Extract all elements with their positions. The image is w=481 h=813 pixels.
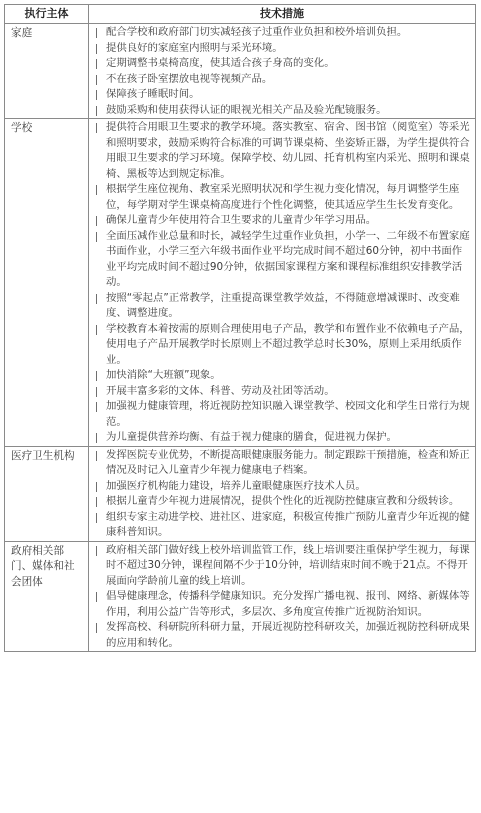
measure-item [92,182,472,213]
measures-cell [89,446,476,541]
measure-text: 根据儿童青少年视力进展情况，提供个性化的近视防控健康宣教和分级转诊。 [106,495,460,507]
table-row [5,119,476,447]
measure-item [92,589,472,620]
bullet-icon [96,451,97,461]
table-row [5,541,476,652]
measure-text: 定期调整书桌椅高度，使其适合孩子身高的变化。 [106,57,335,69]
bullet-icon [96,294,97,304]
bullet-icon [96,482,97,492]
measure-text: 组织专家主动进学校、进社区、进家庭，积极宣传推广预防儿童青少年近视的健康科普知识。 [106,510,470,538]
measure-item [92,322,472,369]
measure-item [92,399,472,430]
measure-text: 配合学校和政府部门切实减轻孩子过重作业负担和校外培训负担。 [106,26,408,38]
subject-cell: 家庭 [5,24,89,119]
measure-item [92,430,472,446]
bullet-icon [96,90,97,100]
measure-text: 加强医疗机构能力建设，培养儿童眼健康医疗技术人员。 [106,479,366,492]
subject-cell: 医疗卫生机构 [5,446,89,541]
bullet-icon [96,185,97,195]
bullet-icon [96,546,97,556]
measure-text: 发挥高校、科研院所科研力量，开展近视防控科研攻关，加强近视防控科研成果的应用和转化。 [106,621,470,649]
table-row [5,446,476,541]
measure-item [92,229,472,291]
bullet-icon [96,497,97,507]
table-header-row [5,5,476,24]
measure-text: 根据学生座位视角、教室采光照明状况和学生视力变化情况，每月调整学生座位，每学期对学生课桌椅高度进行个性化调整，使其适应学生生长发育变化。 [106,183,460,211]
measure-text: 政府相关部门做好线上校外培训监管工作，线上培训要注重保护学生视力，每课时不超过30分钟，课程间隔不少于10分钟，培训结束时间不晚于21点。不得开展面向学龄前儿童的线上培训。 [106,543,470,587]
bullet-icon [96,592,97,602]
bullet-icon [96,371,97,381]
bullet-icon [96,59,97,69]
measure-item [92,479,472,495]
measures-table [4,4,476,652]
header-subject: 执行主体 [5,5,89,24]
measures-cell [89,119,476,447]
measure-text: 加强视力健康管理，将近视防控知识融入课堂教学、校园文化和学生日常行为规范。 [106,400,470,428]
measure-item [92,87,472,103]
bullet-icon [96,216,97,226]
measure-text: 确保儿童青少年使用符合卫生要求的儿童青少年学习用品。 [106,214,377,226]
measure-item [92,494,472,510]
measure-text: 学校教育本着按需的原则合理使用电子产品，教学和布置作业不依赖电子产品，使用电子产品开展教学时长原则上不超过教学总时长30%，原则上采用纸质作业。 [106,322,470,366]
measure-item [92,543,472,590]
measure-item [92,120,472,182]
measure-item [92,510,472,541]
bullet-icon [96,123,97,133]
measure-item [92,72,472,88]
measure-text: 发挥医院专业优势，不断提高眼健康服务能力。制定跟踪干预措施，检查和矫正情况及时记入儿童青少年视力健康电子档案。 [106,448,470,476]
bullet-icon [96,387,97,397]
measure-item [92,103,472,119]
bullet-icon [96,325,97,335]
bullet-icon [96,75,97,85]
subject-cell: 政府相关部门、媒体和社会团体 [5,541,89,652]
measure-item [92,620,472,651]
bullet-icon [96,28,97,38]
measure-text: 按照“零起点”正常教学，注重提高课堂教学效益，不得随意增减课时、改变难度、调整进度。 [106,291,460,319]
bullet-icon [96,106,97,116]
measures-cell [89,541,476,652]
measure-text: 鼓励采购和使用获得认证的眼视光相关产品及验光配镜服务。 [106,103,387,116]
table-row [5,24,476,119]
measure-item [92,368,472,384]
measures-cell [89,24,476,119]
measure-item [92,213,472,229]
table-body [5,24,476,652]
bullet-icon [96,513,97,523]
bullet-icon [96,623,97,633]
header-measures: 技术措施 [89,5,476,24]
measure-text: 倡导健康理念，传播科学健康知识。充分发挥广播电视、报刊、网络、新媒体等作用，利用公益广告等形式，多层次、多角度宣传推广近视防治知识。 [106,590,470,618]
bullet-icon [96,433,97,443]
measure-item [92,291,472,322]
measure-text: 加快消除“大班额”现象。 [106,369,221,381]
bullet-icon [96,232,97,242]
measure-text: 不在孩子卧室摆放电视等视频产品。 [106,72,273,85]
measure-text: 开展丰富多彩的文体、科普、劳动及社团等活动。 [106,384,335,397]
measure-item [92,384,472,400]
bullet-icon [96,402,97,412]
measure-text: 全面压减作业总量和时长，减轻学生过重作业负担，小学一、二年级不布置家庭书面作业，小学三至六年级书面作业平均完成时间不超过60分钟，初中书面作业平均完成时间不超过90分钟，依据国家课程方案和课程标准组织安排教学活动。 [106,229,470,288]
measure-item [92,448,472,479]
bullet-icon [96,44,97,54]
measure-text: 提供符合用眼卫生要求的教学环境。落实教室、宿舍、图书馆（阅览室）等采光和照明要求，鼓励采购符合标准的可调节课桌椅、坐姿矫正器，为学生提供符合用眼卫生要求的学习环境。保障学校、幼儿园、托育机构室内采光、照明和课桌椅、黑板等达到规定标准。 [106,121,470,180]
measure-text: 为儿童提供营养均衡、有益于视力健康的膳食，促进视力保护。 [106,431,397,443]
measure-item [92,41,472,57]
measure-text: 提供良好的家庭室内照明与采光环境。 [106,41,283,54]
subject-cell: 学校 [5,119,89,447]
measure-item [92,25,472,41]
measure-text: 保障孩子睡眠时间。 [106,88,200,100]
measure-item [92,56,472,72]
